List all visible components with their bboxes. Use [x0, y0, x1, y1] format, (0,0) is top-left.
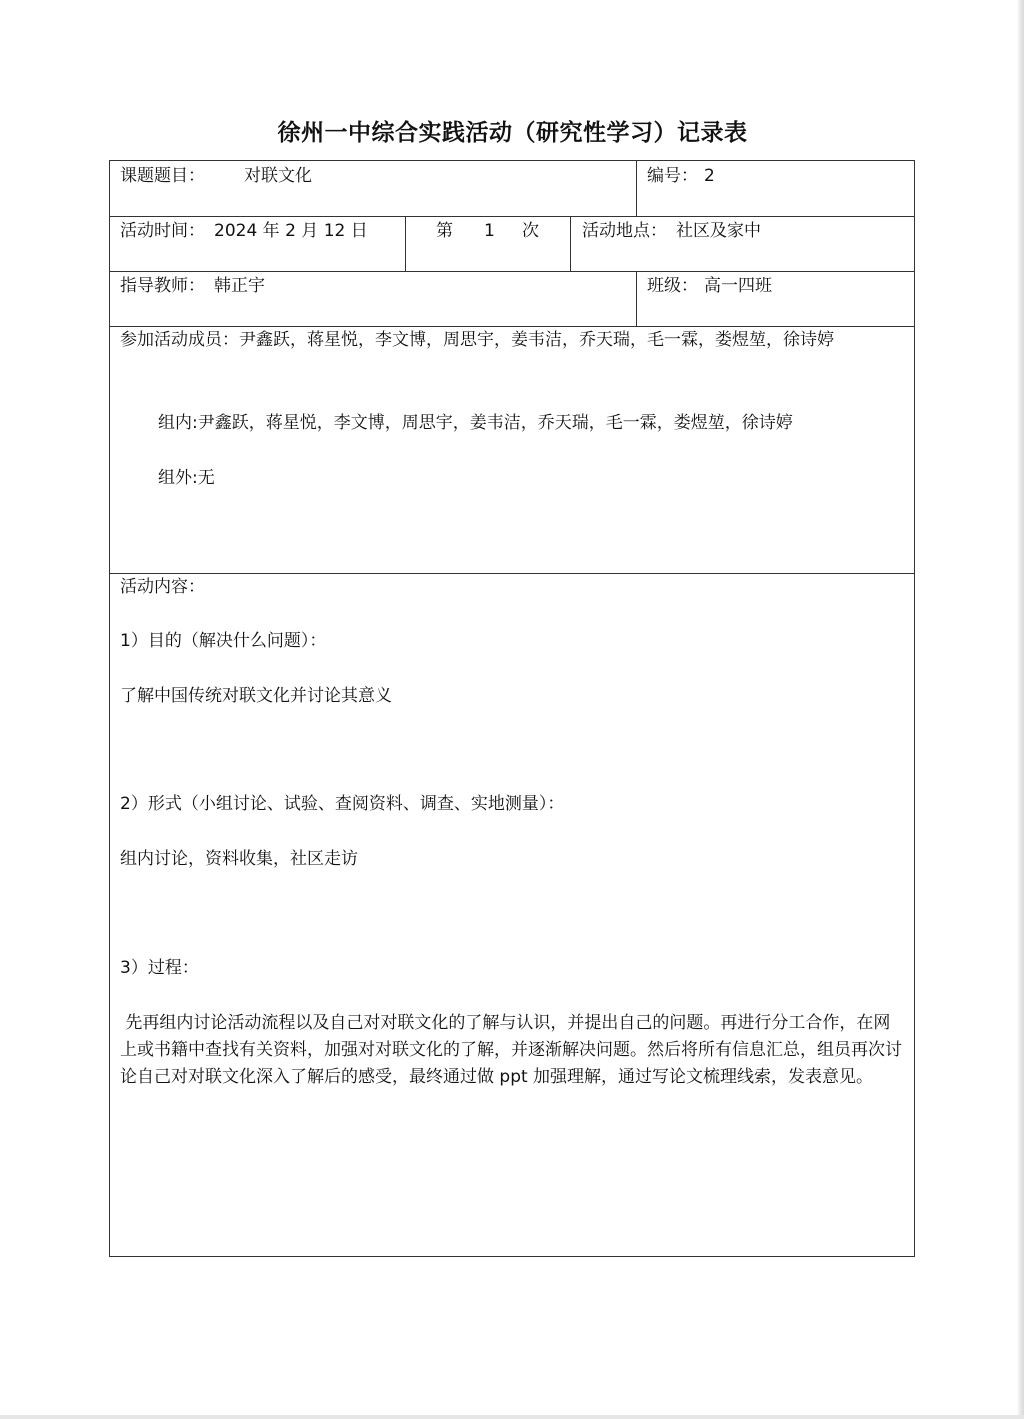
form-heading: 2）形式（小组讨论、试验、查阅资料、调查、实地测量）：	[120, 794, 565, 814]
topic-value: 对联文化	[244, 166, 312, 186]
page-bottom-edge	[0, 1415, 1024, 1419]
class-label: 班级：	[647, 276, 698, 296]
row-divider-2	[110, 271, 914, 272]
process-heading: 3）过程：	[120, 958, 199, 978]
class-value: 高一四班	[704, 276, 772, 296]
topic-label: 课题题目：	[120, 166, 205, 186]
number-value: 2	[704, 166, 715, 186]
outside-value: 无	[197, 468, 215, 488]
place-label: 活动地点：	[582, 221, 667, 241]
col-divider-row2-b	[570, 216, 571, 271]
row-divider-4	[110, 573, 914, 574]
inside-label: 组内:	[158, 413, 198, 433]
col-divider-row3	[636, 271, 637, 326]
content-label: 活动内容：	[120, 577, 205, 597]
number-label: 编号：	[647, 166, 698, 186]
teacher-value: 韩正宇	[214, 276, 265, 296]
purpose-text: 了解中国传统对联文化并讨论其意义	[120, 686, 392, 706]
members-list: 尹鑫跃，蒋星悦，李文博，周思宇，姜韦洁，乔天瑞，毛一霖，娄煜堃，徐诗婷	[239, 330, 834, 350]
members-inside	[158, 410, 793, 437]
page-edge-shadow	[1018, 0, 1024, 1419]
record-table	[109, 160, 915, 1257]
purpose-heading: 1）目的（解决什么问题）：	[120, 631, 327, 651]
col-divider-row2-a	[405, 216, 406, 271]
inside-list: 尹鑫跃，蒋星悦，李文博，周思宇，姜韦洁，乔天瑞，毛一霖，娄煜堃，徐诗婷	[197, 413, 793, 433]
members-outside	[158, 465, 215, 492]
teacher-label: 指导教师：	[120, 276, 205, 296]
members-label: 参加活动成员：	[120, 330, 239, 350]
session-number: 1	[484, 221, 495, 241]
place-value: 社区及家中	[676, 221, 761, 241]
time-value: 2024 年 2 月 12 日	[214, 221, 368, 241]
process-text: 先再组内讨论活动流程以及自己对对联文化的了解与认识，并提出自己的问题。再进行分工合作，在网上或书籍中查找有关资料，加强对对联文化的了解，并逐渐解决问题。然后将所有信息汇总，组员再次讨论自己对对联文化深入了解后的感受，最终通过做 ppt 加强理解，通过写论文梳理线索，发表意见。	[120, 1013, 902, 1087]
col-divider-row1	[636, 161, 637, 216]
row-divider-1	[110, 216, 914, 217]
form-text: 组内讨论，资料收集，社区走访	[120, 849, 358, 869]
time-label: 活动时间：	[120, 221, 205, 241]
session-suffix: 次	[522, 221, 539, 241]
document-title: 徐州一中综合实践活动（研究性学习）记录表	[277, 120, 748, 146]
members-all	[120, 327, 902, 354]
outside-label: 组外:	[158, 468, 198, 488]
session-prefix: 第	[436, 221, 453, 241]
